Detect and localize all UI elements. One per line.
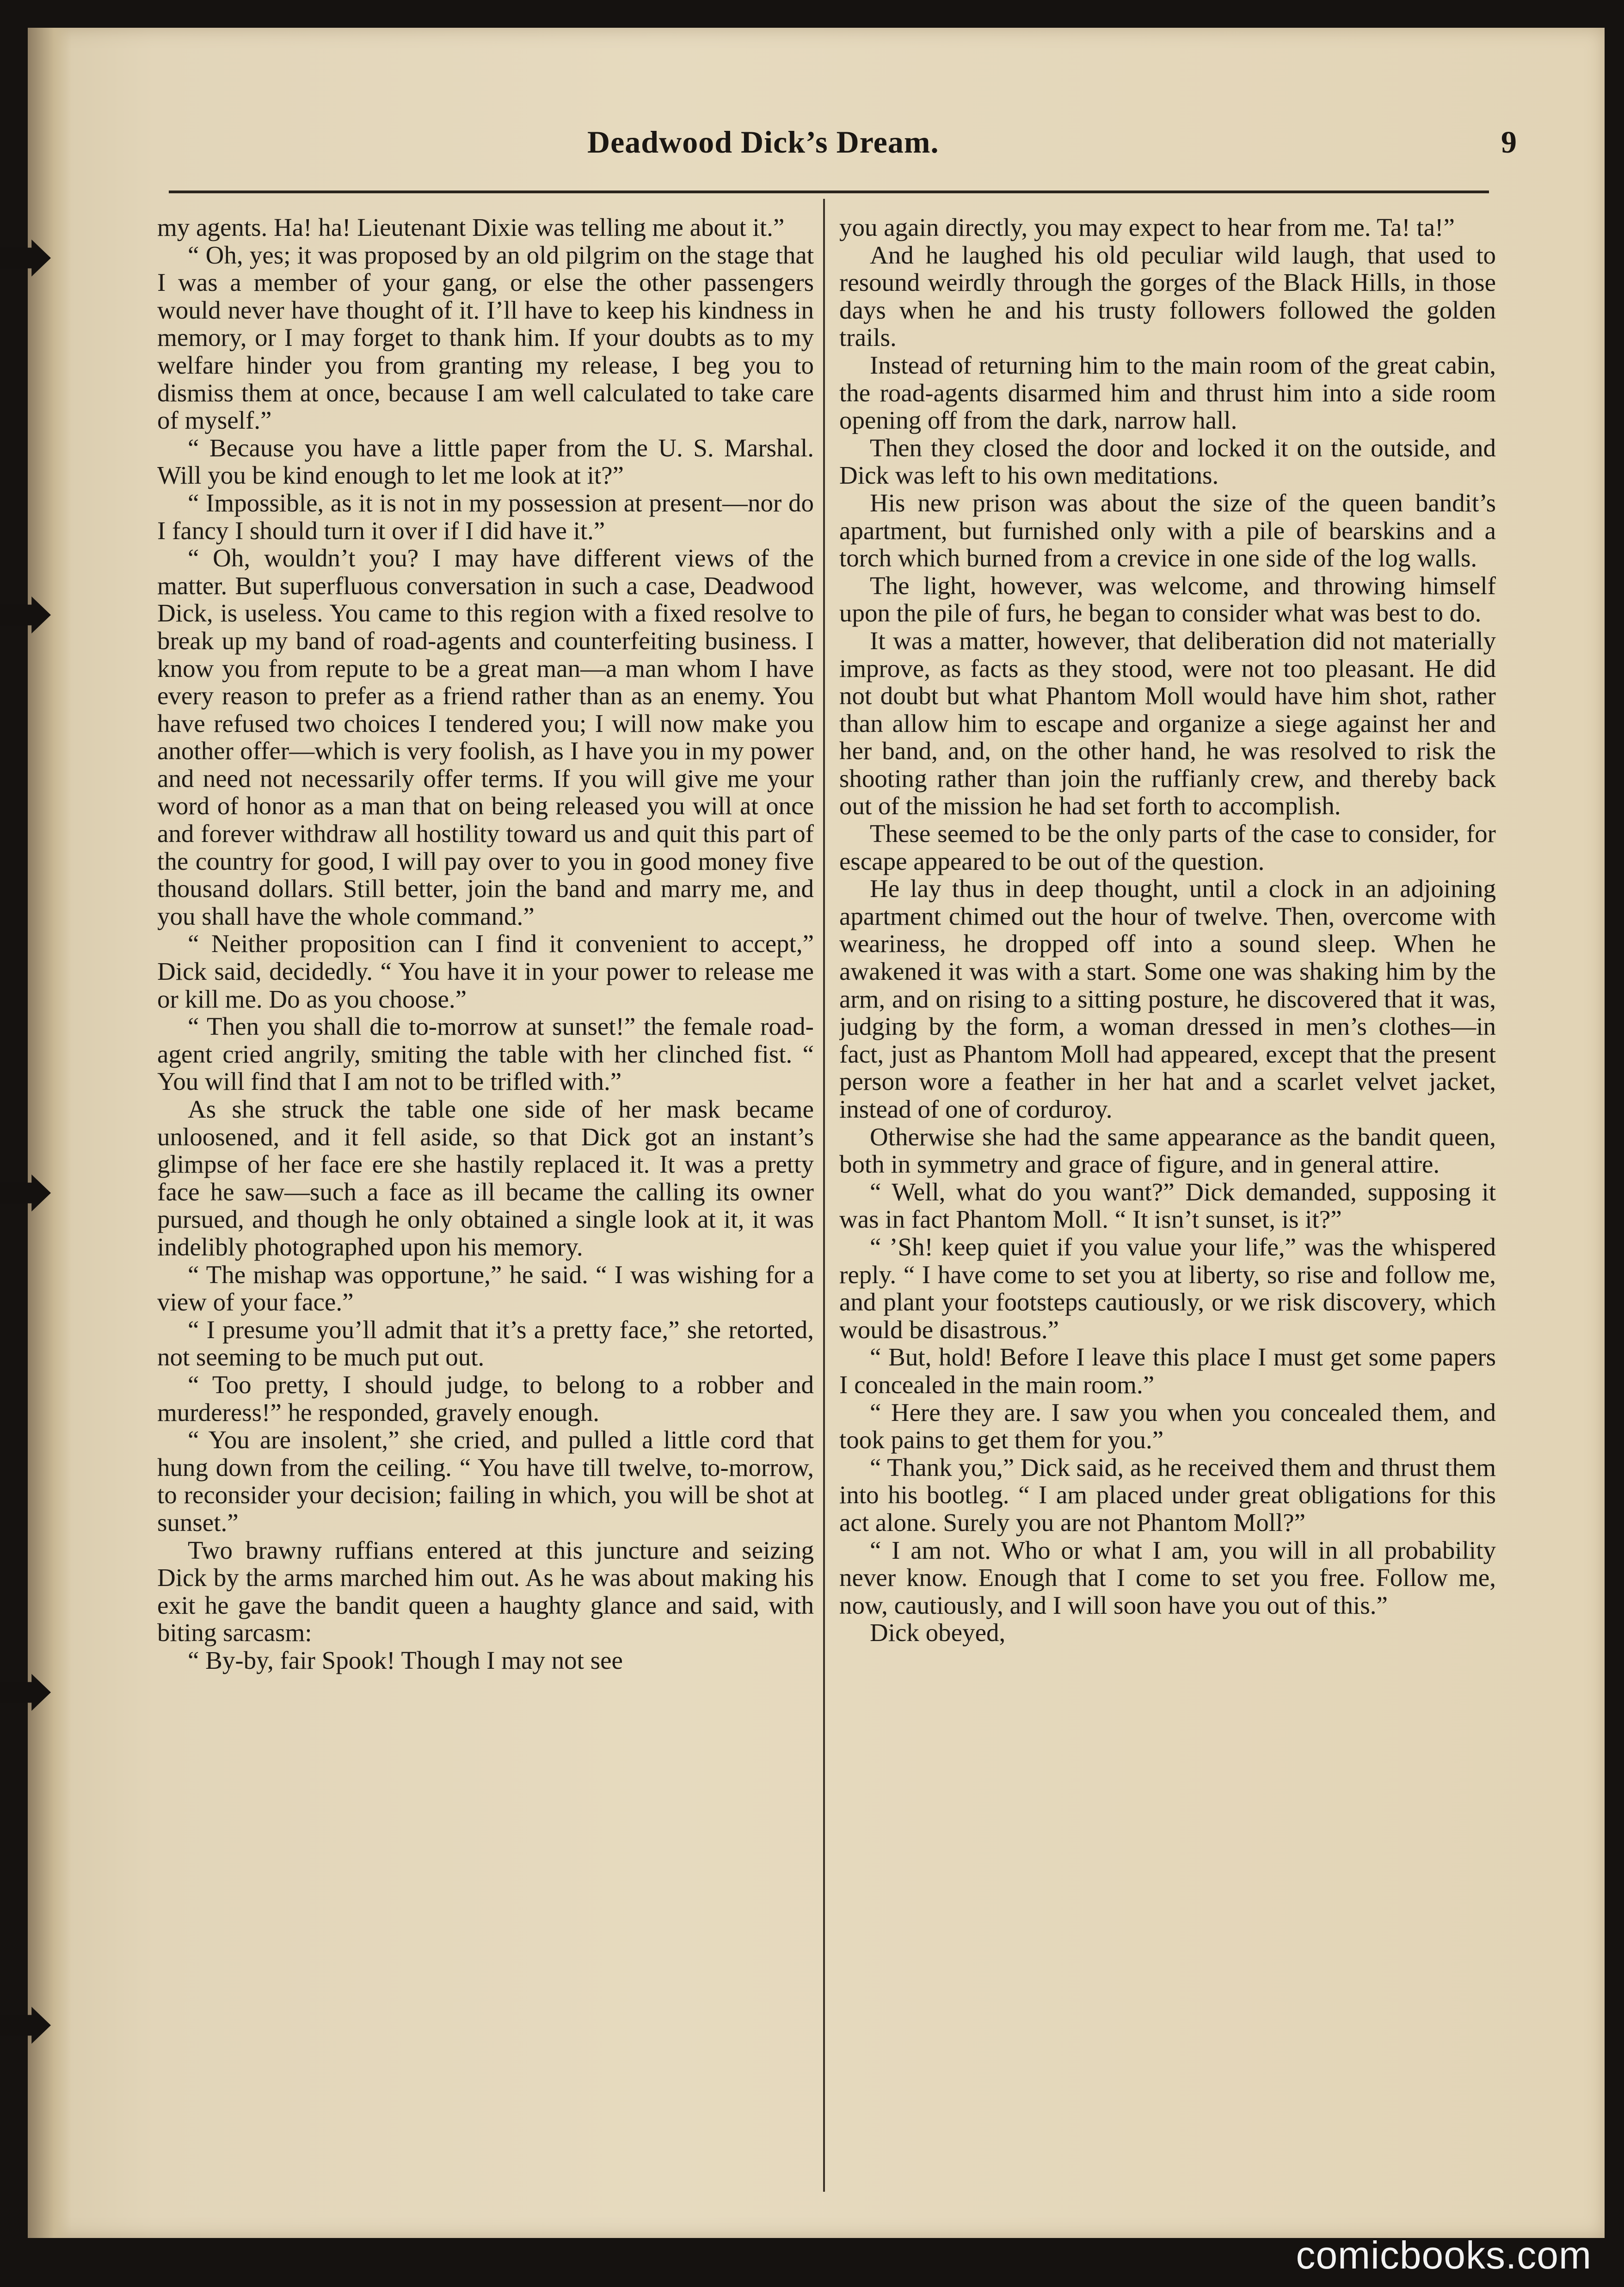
page-number: 9 <box>1501 124 1517 160</box>
site-watermark: comicbooks.com <box>1296 2233 1592 2277</box>
paragraph: “ The mishap was opportune,” he said. “ I was wishing for a view of your face.” <box>157 1260 814 1316</box>
paragraph: you again directly, you may expect to hear from me. Ta! ta!” <box>839 214 1455 241</box>
right-column <box>839 214 1496 2193</box>
paragraph: “ Here they are. I saw you when you concealed them, and took pains to get them for you.” <box>839 1398 1496 1454</box>
paragraph: Dick obeyed, <box>870 1618 1006 1647</box>
paragraph: Otherwise she had the same appearance as the bandit queen, both in symmetry and grace of figure, and in general attire. <box>839 1122 1496 1179</box>
paragraph: “ But, hold! Before I leave this place I must get some papers I concealed in the main room.” <box>839 1343 1496 1399</box>
paragraph: “ Thank you,” Dick said, as he received them and thrust them into his bootleg. “ I am placed under great obligations for this act alone. Surely you are not Phantom Moll?” <box>839 1453 1496 1537</box>
page-binding-edge <box>28 28 72 2238</box>
paragraph: “ Oh, yes; it was proposed by an old pilgrim on the stage that I was a member of your gang, or else the other passengers would never have thought of it. I’ll have to keep his kindness in memory, or I may forget to thank him. If your doubts as to my welfare hinder you from granting my release, I beg you to dismiss them at once, because I am well calculated to take care of myself.” <box>157 240 814 435</box>
paragraph: The light, however, was welcome, and throwing himself upon the pile of furs, he began to consider what was best to do. <box>839 571 1496 627</box>
column-divider <box>823 199 825 2192</box>
paragraph: “ Then you shall die to-morrow at sunset!” the female road-agent cried angrily, smiting the table with her clinched fist. “ You will find that I am not to be trifled with.” <box>157 1012 814 1096</box>
paragraph: “ Too pretty, I should judge, to belong to a robber and murderess!” he responded, gravely enough. <box>157 1370 814 1426</box>
paragraph: “ Well, what do you want?” Dick demanded, supposing it was in fact Phantom Moll. “ It isn’t sunset, is it?” <box>839 1177 1496 1234</box>
left-column <box>157 214 814 2193</box>
paragraph: “ ’Sh! keep quiet if you value your life,” was the whispered reply. “ I have come to set you at liberty, so rise and follow me, and plant your footsteps cautiously, or we risk discovery, which would be disastrous.” <box>839 1232 1496 1344</box>
paragraph: “ Impossible, as it is not in my possession at present—nor do I fancy I should turn it over if I did have it.” <box>157 488 814 545</box>
header-rule <box>169 191 1489 193</box>
running-header <box>587 124 1517 166</box>
paragraph: It was a matter, however, that deliberation did not materially improve, as facts as they stood, were not too pleasant. He did not doubt but what Phantom Moll would have him shot, rather than allow him to escape and organize a siege against her and her band, and, on the other hand, he was resolved to risk the shooting rather than join the ruffianly crew, and thereby back out of the mission he had set forth to accomplish. <box>839 626 1496 820</box>
paragraph: Instead of returning him to the main room of the great cabin, the road-agents disarmed him and thrust him into a side room opening off from the dark, narrow hall. <box>839 350 1496 435</box>
paragraph: “ Because you have a little paper from the U. S. Marshal. Will you be kind enough to let me look at it?” <box>157 433 814 490</box>
paragraph: These seemed to be the only parts of the case to consider, for escape appeared to be out of the question. <box>839 819 1496 875</box>
paragraph: As she struck the table one side of her mask became unloosened, and it fell aside, so that Dick got an instant’s glimpse of her face ere she hastily replaced it. It was a pretty face he saw—such a face as ill became the calling its owner pursued, and though he only obtained a single look at it, it was indelibly photographed upon his memory. <box>157 1095 814 1261</box>
paragraph: And he laughed his old peculiar wild laugh, that used to resound weirdly through the gorges of the Black Hills, in those days when he and his trusty followers followed the golden trails. <box>839 240 1496 352</box>
paragraph: Then they closed the door and locked it on the outside, and Dick was left to his own meditations. <box>839 433 1496 490</box>
paragraph: “ Oh, wouldn’t you? I may have different views of the matter. But superfluous conversation in such a case, Deadwood Dick, is useless. You came to this region with a fixed resolve to break up my band of road-agents and counterfeiting business. I know you from repute to be a great man—a man whom I have every reason to prefer as a friend rather than as an enemy. You have refused two choices I tendered you; I will now make you another offer—which is very foolish, as I have you in my power and need not necessarily offer terms. If you will give me your word of honor as a man that on being released you will at once and forever withdraw all hostility toward us and quit this part of the country for good, I will pay over to you in good money five thousand dollars. Still better, join the band and marry me, and you shall have the whole command.” <box>157 544 814 930</box>
paragraph: “ You are insolent,” she cried, and pulled a little cord that hung down from the ceiling. “ You have till twelve, to-morrow, to reconsider your decision; failing in which, you will be shot at sunset.” <box>157 1426 814 1537</box>
paragraph: “ Neither proposition can I find it convenient to accept,” Dick said, decidedly. “ You have it in your power to release me or kill me. Do as you choose.” <box>157 929 814 1013</box>
paragraph: “ I am not. Who or what I am, you will in all probability never know. Enough that I come to set you free. Follow me, now, cautiously, and I will soon have you out of this.” <box>839 1536 1496 1619</box>
paragraph: “ By-by, fair Spook! Though I may not see <box>188 1646 623 1674</box>
paragraph: His new prison was about the size of the queen bandit’s apartment, but furnished only with a pile of bearskins and a torch which burned from a crevice in one side of the log walls. <box>839 488 1496 572</box>
paragraph: Two brawny ruffians entered at this juncture and seizing Dick by the arms marched him out. As he was about making his exit he gave the bandit queen a haughty glance and said, with biting sarcasm: <box>157 1536 814 1647</box>
paragraph: He lay thus in deep thought, until a clock in an adjoining apartment chimed out the hour of twelve. Then, overcome with weariness, he dropped off into a sound sleep. When he awakened it was with a start. Some one was shaking him by the arm, and on rising to a sitting posture, he discovered that it was, judging by the form, a woman dressed in men’s clothes—in fact, just as Phantom Moll had appeared, except that the present person wore a feather in her hat and a scarlet velvet jacket, instead of one of corduroy. <box>839 874 1496 1123</box>
paragraph: my agents. Ha! ha! Lieutenant Dixie was telling me about it.” <box>157 214 785 241</box>
running-title: Deadwood Dick’s Dream. <box>587 124 939 160</box>
paragraph: “ I presume you’ll admit that it’s a pretty face,” she retorted, not seeming to be much put out. <box>157 1315 814 1371</box>
